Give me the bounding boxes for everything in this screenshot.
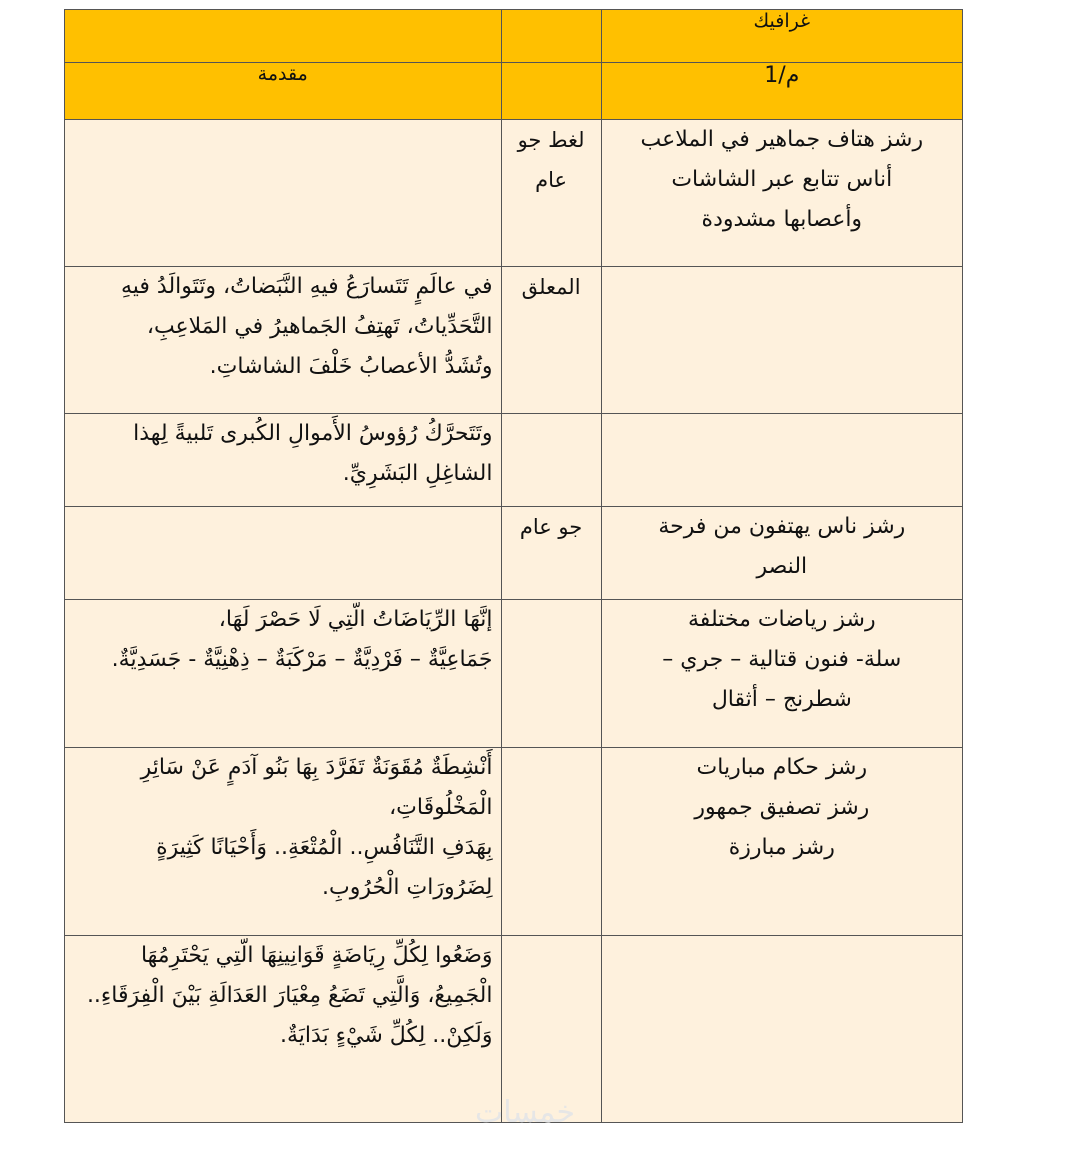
graphic-cell: رشز ناس يهتفون من فرحة النصر <box>601 507 962 600</box>
sound-cell: المعلق <box>501 267 601 414</box>
voice-cell: في عالَمٍ تَتَسارَعُ فيهِ النَّبَضاتُ، وتَتَوالَدُ فيهِ التَّحَدِّياتُ، تَهتِفُ الجَماهيرُ في المَلاعِبِ، وتُشَدُّ الأعصابُ خَلْفَ الشاشاتِ. <box>65 267 502 414</box>
voice-cell <box>65 120 502 267</box>
sound-cell <box>501 748 601 936</box>
voice-cell: إنَّهَا الرِّيَاضَاتُ الّتِي لَا حَصْرَ لَهَا، جَمَاعِيَّةٌ – فَرْدِيَّةٌ – مَرْكَبَةٌ – ذِهْنِيَّةٌ - جَسَدِيَّةٌ. <box>65 600 502 748</box>
sound-cell: جو عام <box>501 507 601 600</box>
voice-cell: أَنْشِطَةٌ مُقَوَنَةٌ تَفَرَّدَ بِهَا بَنُو آدَمٍ عَنْ سَائِرِ الْمَخْلُوقَاتِ، بِهَدَفِ التَّنَافُسِ.. الْمُتْعَةِ.. وَأَحْيَانًا كَثِيرَةٍ لِضَرُورَاتِ الْحُرُوبِ. <box>65 748 502 936</box>
voice-cell: وَضَعُوا لِكُلِّ رِيَاضَةٍ قَوَانِينِهَا الّتِي يَحْتَرِمُهَا الْجَمِيعُ، وَالَّتِي تَضَعُ مِعْيَارَ العَدَالَةِ بَيْنَ الْفِرَقَاءِ.. وَلَكِنْ.. لِكُلِّ شَيْءٍ بَدَايَةٌ. <box>65 936 502 1123</box>
header-row-2 <box>65 63 963 120</box>
header-empty-cell <box>501 10 601 63</box>
header-empty-cell <box>65 10 502 63</box>
graphic-cell: رشز حكام مباريات رشز تصفيق جمهور رشز مبارزة <box>601 748 962 936</box>
voice-cell: وتَتَحرَّكُ رُؤوسُ الأَموالِ الكُبرى تَلبيةً لِهذا الشاغِلِ البَشَرِيِّ. <box>65 414 502 507</box>
graphic-cell <box>601 936 962 1123</box>
voice-cell <box>65 507 502 600</box>
sound-cell <box>501 414 601 507</box>
table-row <box>65 748 963 936</box>
graphic-cell: رشز رياضات مختلفة سلة- فنون قتالية – جري – شطرنج – أثقال <box>601 600 962 748</box>
header-empty-cell <box>501 63 601 120</box>
graphic-cell <box>601 414 962 507</box>
section-title: مقدمة <box>65 63 502 120</box>
script-table <box>64 9 963 1123</box>
table-row <box>65 507 963 600</box>
table-row <box>65 600 963 748</box>
header-row-1 <box>65 10 963 63</box>
graphic-cell <box>601 267 962 414</box>
table-row <box>65 120 963 267</box>
watermark-logo: خمسات <box>475 1095 576 1130</box>
graphic-cell: رشز هتاف جماهير في الملاعب أناس تتابع عبر الشاشات وأعصابها مشدودة <box>601 120 962 267</box>
scene-number: م/1 <box>601 63 962 120</box>
graphic-title: غرافيك <box>601 10 962 63</box>
table-row <box>65 414 963 507</box>
sound-cell: لغط جو عام <box>501 120 601 267</box>
table-row <box>65 267 963 414</box>
sound-cell <box>501 600 601 748</box>
